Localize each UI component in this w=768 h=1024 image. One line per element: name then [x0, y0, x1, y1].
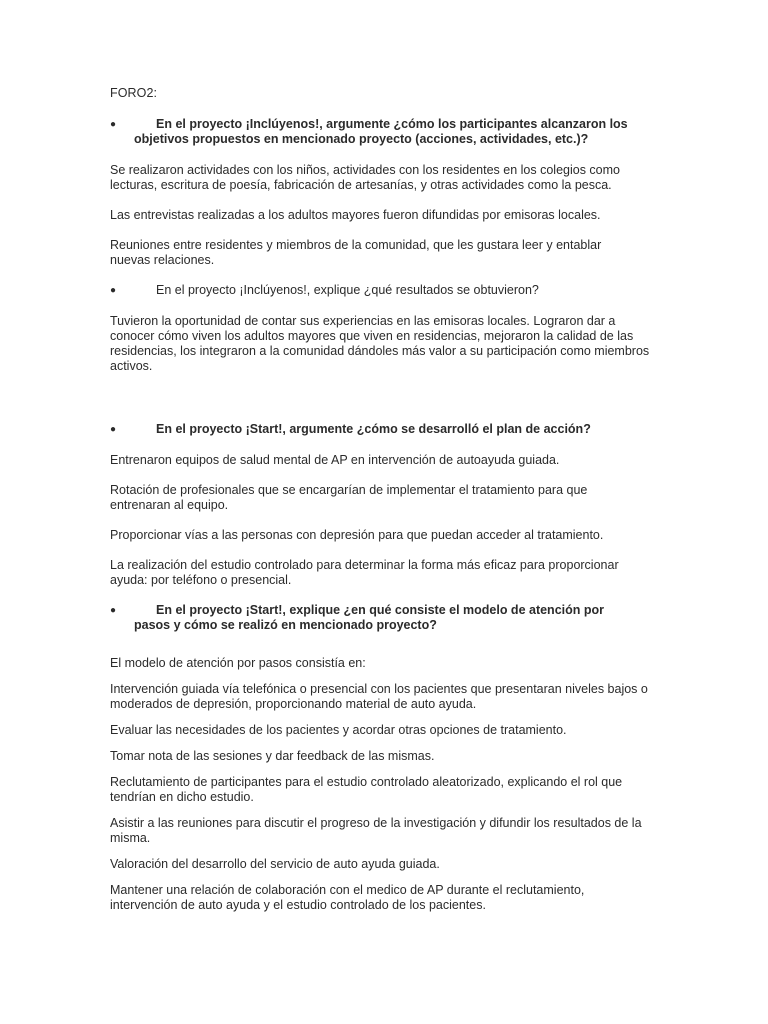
- paragraph: Tuvieron la oportunidad de contar sus experiencias en las emisoras locales. Lograron dar a conocer cómo viven los adultos mayores que viven en residencias, mejoraron la calidad de las residencias, los integraron a la comunidad dándoles más valor a su participación como miembros activos.: [110, 314, 650, 373]
- question-text: En el proyecto ¡Start!, argumente ¿cómo se desarrolló el plan de acción?: [156, 422, 591, 436]
- question-2: [110, 283, 670, 298]
- bullet-icon: ●: [110, 285, 117, 296]
- paragraph: Reuniones entre residentes y miembros de la comunidad, que les gustara leer y entablar nuevas relaciones.: [110, 238, 602, 267]
- paragraph: Se realizaron actividades con los niños, actividades con los residentes en los colegios como lecturas, escritura de poesía, fabricación de artesanías, y otras actividades como la pesca.: [110, 163, 621, 192]
- question-4: [110, 603, 670, 633]
- document-title: FORO2:: [110, 86, 158, 100]
- paragraph: Evaluar las necesidades de los pacientes y acordar otras opciones de tratamiento.: [110, 723, 567, 737]
- paragraph: Proporcionar vías a las personas con depresión para que puedan acceder al tratamiento.: [110, 528, 604, 542]
- document-page: [110, 86, 670, 913]
- paragraph: Mantener una relación de colaboración con el medico de AP durante el reclutamiento, intervención de auto ayuda y el estudio controlado de los pacientes.: [110, 883, 585, 912]
- bullet-icon: ●: [110, 119, 117, 130]
- question-3: [110, 422, 670, 437]
- question-text: En el proyecto ¡Start!, explique ¿en qué consiste el modelo de atención por pasos y cómo se realizó en mencionado proyecto?: [134, 603, 604, 632]
- bullet-icon: ●: [110, 424, 117, 435]
- paragraph: La realización del estudio controlado para determinar la forma más eficaz para proporcionar ayuda: por teléfono o presencial.: [110, 558, 619, 587]
- question-text: En el proyecto ¡Inclúyenos!, argumente ¿cómo los participantes alcanzaron los objetivos propuestos en mencionado proyecto (acciones, actividades, etc.)?: [134, 117, 628, 146]
- paragraph: Entrenaron equipos de salud mental de AP en intervención de autoayuda guiada.: [110, 453, 560, 467]
- paragraph: Rotación de profesionales que se encargarían de implementar el tratamiento para que entrenaran al equipo.: [110, 483, 588, 512]
- question-text: En el proyecto ¡Inclúyenos!, explique ¿qué resultados se obtuvieron?: [156, 283, 539, 297]
- paragraph: Valoración del desarrollo del servicio de auto ayuda guiada.: [110, 857, 440, 871]
- paragraph: Intervención guiada vía telefónica o presencial con los pacientes que presentaran niveles bajos o moderados de depresión, proporcionando material de auto ayuda.: [110, 682, 648, 711]
- question-1: [110, 117, 670, 147]
- bullet-icon: ●: [110, 605, 117, 616]
- paragraph: Asistir a las reuniones para discutir el progreso de la investigación y difundir los resultados de la misma.: [110, 816, 642, 845]
- paragraph: Reclutamiento de participantes para el estudio controlado aleatorizado, explicando el rol que tendrían en dicho estudio.: [110, 775, 623, 804]
- paragraph: El modelo de atención por pasos consistía en:: [110, 656, 366, 670]
- paragraph: Tomar nota de las sesiones y dar feedback de las mismas.: [110, 749, 435, 763]
- paragraph: Las entrevistas realizadas a los adultos mayores fueron difundidas por emisoras locales.: [110, 208, 601, 222]
